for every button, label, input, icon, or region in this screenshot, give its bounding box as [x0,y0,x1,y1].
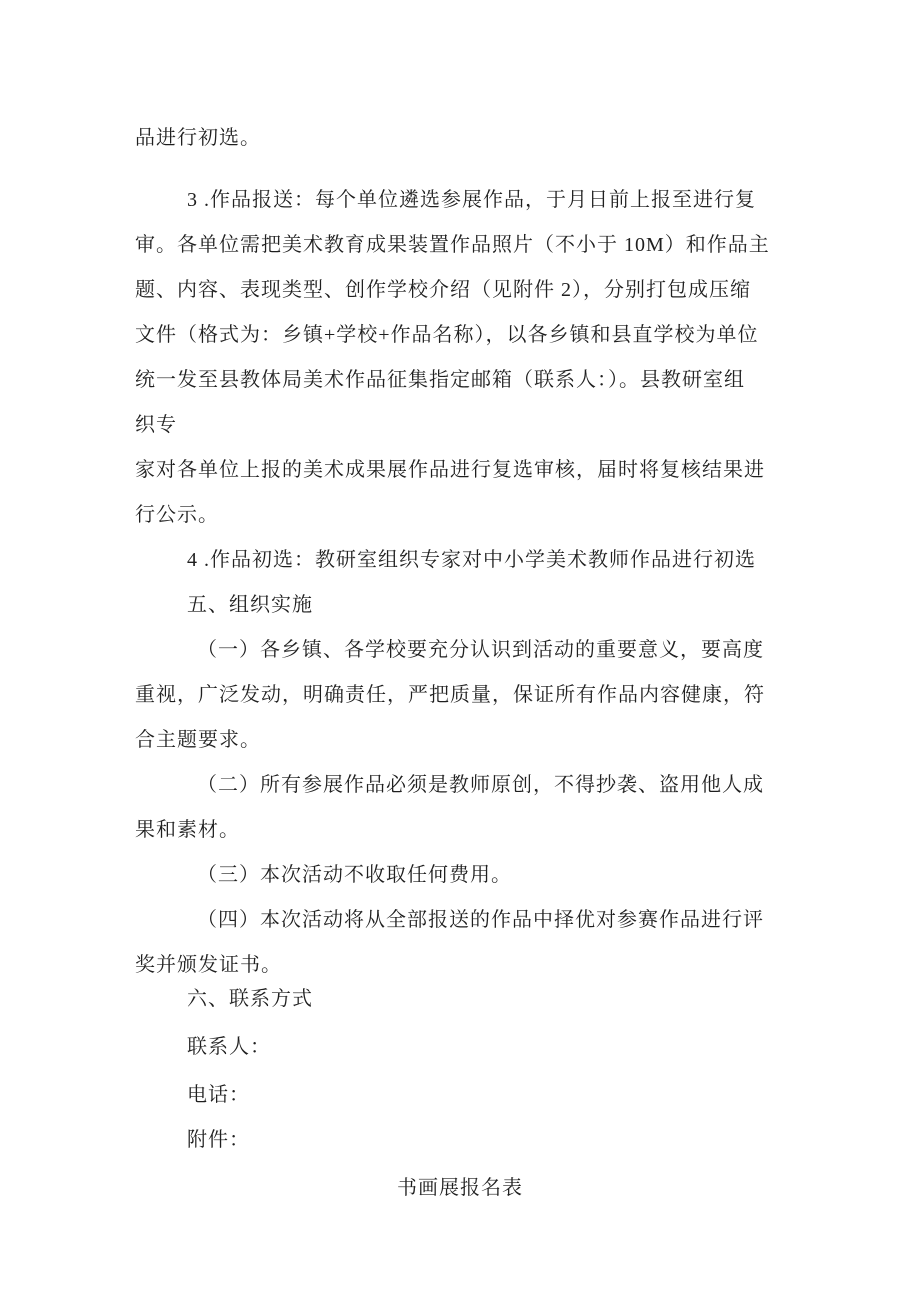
clause-1-line: （一）各乡镇、各学校要充分认识到活动的重要意义，要高度 [197,639,764,661]
body-line: 统一发至县教体局美术作品征集指定邮箱（联系人：）。县教研室组 [135,369,745,391]
contact-person-line: 联系人： [187,1036,271,1058]
section-6-heading: 六、联系方式 [187,988,313,1010]
clause-3-line: （三）本次活动不收取任何费用。 [197,864,512,886]
attachment-line: 附件： [187,1129,250,1151]
body-line: 奖并颁发证书。 [135,954,282,976]
clause-4-line: （四）本次活动将从全部报送的作品中择优对参赛作品进行评 [197,909,764,931]
clause-2-line: （二）所有参展作品必须是教师原创，不得抄袭、盗用他人成 [197,774,764,796]
body-line: 品进行初选。 [135,127,261,149]
body-line: 织专 [135,414,177,436]
phone-line: 电话： [187,1084,250,1106]
item-4-line: 4 .作品初选：教研室组织专家对中小学美术教师作品进行初选 [187,549,756,571]
section-5-heading: 五、组织实施 [187,594,313,616]
body-line: 果和素材。 [135,819,240,841]
body-line: 合主题要求。 [135,729,261,751]
attachment-title: 书画展报名表 [397,1177,523,1199]
body-line: 行公示。 [135,504,219,526]
item-3-line: 3 .作品报送：每个单位遴选参展作品，于月日前上报至进行复 [187,189,756,211]
body-line: 题、内容、表现类型、创作学校介绍（见附件 2），分别打包成压缩 [135,279,751,301]
body-line: 审。各单位需把美术教育成果装置作品照片（不小于 10M）和作品主 [135,234,770,256]
body-line: 文件（格式为：乡镇+学校+作品名称），以各乡镇和县直学校为单位 [135,324,759,346]
body-line: 家对各单位上报的美术成果展作品进行复选审核，届时将复核结果进 [135,459,765,481]
body-line: 重视，广泛发动，明确责任，严把质量，保证所有作品内容健康，符 [135,684,765,706]
